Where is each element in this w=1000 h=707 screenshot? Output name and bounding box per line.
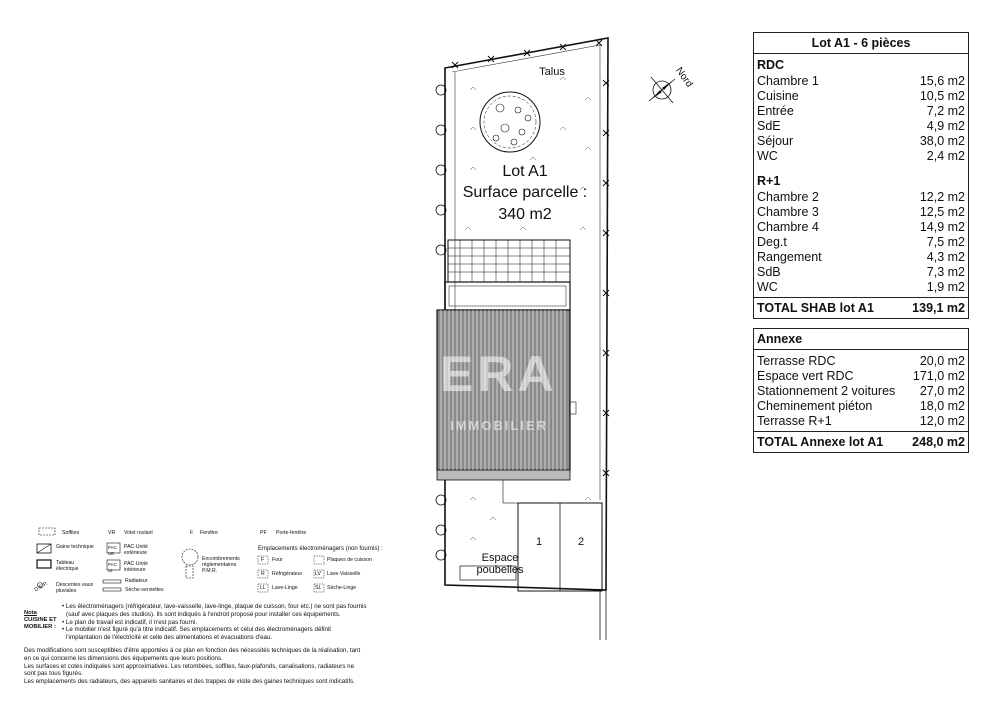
table-row: SdE 4,9 m2 [757, 119, 965, 133]
legend-seche-linge: Sèche-Linge [327, 585, 357, 591]
annexe-heading: Annexe [754, 329, 968, 350]
legend-four-code: F [261, 557, 265, 563]
legend-lave-vaisselle-code: LV [315, 571, 321, 577]
legend-vr-code: VR [108, 530, 116, 536]
table-row: WC 2,4 m2 [757, 149, 965, 163]
legend-pac-ue: PAC Unité extérieure [124, 544, 148, 556]
legend-tableau: Tableau électrique [56, 560, 79, 572]
rdc-heading: RDC [757, 58, 785, 72]
legend-dep-code: D.E.P. [33, 580, 49, 594]
table-row: Chambre 1 15,6 m2 [757, 74, 965, 88]
legend-lave-vaisselle: Lave-Vaisselle [327, 571, 361, 577]
table-title: Lot A1 - 6 pièces [754, 33, 968, 54]
legend-lave-linge: Lave-Linge [272, 585, 298, 591]
table-row: Terrasse R+1 12,0 m2 [757, 414, 965, 428]
disclaimer-paragraphs: Des modifications sont susceptibles d'être apportées à ce plan en fonction des nécessités techniques de la réalisation, tant en ce qui concerne les dimensions des équipements que leurs positions. Les surfaces et cotes indiquées sont approximatives. Les retombées, soffites, faux-plafonds, canalisations, radiateurs ne sont pas tous figurés. Les emplacements des radiateurs, des appareils sanitaires et des trappes de visite des gaines techniques sont indicatifs. [24, 647, 361, 686]
legend-encombrements: Encombrements réglementaires P.M.R. [202, 556, 240, 574]
legend-f-code: F [190, 530, 194, 536]
table-row: Deg.t 7,5 m2 [757, 235, 965, 249]
r1-heading: R+1 [757, 174, 781, 188]
legend-lave-linge-code: LL [260, 585, 266, 591]
watermark-sub: IMMOBILIER [450, 418, 548, 433]
table-row: Cheminement piéton 18,0 m2 [757, 399, 965, 413]
table-row: Terrasse RDC 20,0 m2 [757, 354, 965, 368]
legend-pac-ue-code: PAC UE [108, 545, 117, 556]
table-row: Stationnement 2 voitures 27,0 m2 [757, 384, 965, 398]
legend-seche-serviettes: Sèche-serviettes [125, 587, 164, 593]
legend-pf-code: PF [260, 530, 267, 536]
legend-vr: Volet roulant [124, 530, 153, 536]
legend-seche-linge-code: SL [315, 585, 322, 591]
table-row: Séjour 38,0 m2 [757, 134, 965, 148]
legend-soffites: Soffites [62, 530, 80, 536]
total-annexe-row: TOTAL Annexe lot A1 248,0 m2 [754, 431, 968, 452]
table-row: Rangement 4,3 m2 [757, 250, 965, 264]
table-row: SdB 7,3 m2 [757, 265, 965, 279]
surface-label: Surface parcelle : [462, 184, 588, 201]
surface-value: 340 m2 [498, 206, 552, 223]
table-row: Chambre 4 14,9 m2 [757, 220, 965, 234]
legend-plaques: Plaques de cuisson [327, 557, 372, 563]
legend-porte-fenetre: Porte-fenêtre [276, 530, 307, 536]
legend-fenetre: Fenêtre [200, 530, 218, 536]
legend-refrigerateur: Réfrigérateur [272, 571, 303, 577]
legend-four: Four [272, 557, 283, 563]
total-shab-row: TOTAL SHAB lot A1 139,1 m2 [754, 297, 968, 318]
legend-radiateur: Radiateur [125, 578, 148, 584]
nota-bullets: • Les électroménagers (réfrigérateur, lave-vaisselle, lave-linge, plaque de cuisson, four etc.) ne sont pas fournis (sauf avec plaques des studios). Ils sont indiqués à l'endroit proposé pour installer ces équipements. • Le plan de travail est indicatif, il n'est pas fourni. • Le mobilier n'est figuré qu'à titre indicatif. Ses emplacements et celui des électroménagers définit l'implantation de l'électricité et celle des alimentations et évacuations d'eau. [62, 603, 367, 642]
legend-emplacements-title: Emplacements électroménagers (non fournis) : [258, 546, 383, 552]
espace-label: Espace [481, 552, 519, 564]
legend-refrigerateur-code: R [261, 571, 265, 577]
legend-gaine: Gaine technique [56, 544, 94, 550]
table-row: WC 1,9 m2 [757, 280, 965, 294]
legend-descentes: Descentes eaux pluviales [56, 582, 94, 594]
parking-1-label: 1 [535, 536, 543, 548]
table-row: Entrée 7,2 m2 [757, 104, 965, 118]
table-row: Espace vert RDC 171,0 m2 [757, 369, 965, 383]
nota-label: Nota CUISINE ET MOBILIER : [24, 610, 57, 630]
legend-pac-ui-code: PAC UI [108, 562, 117, 573]
table-row: Chambre 2 12,2 m2 [757, 190, 965, 204]
north-label: Nord [673, 65, 695, 90]
talus-label: Talus [539, 66, 565, 78]
table-row: Cuisine 10,5 m2 [757, 89, 965, 103]
poubelles-label: poubelles [476, 564, 524, 576]
lot-title: Lot A1 [502, 163, 548, 180]
legend-pac-ui: PAC Unité intérieure [124, 561, 148, 573]
watermark-main: ERA [440, 346, 558, 402]
parking-2-label: 2 [577, 536, 585, 548]
table-row: Chambre 3 12,5 m2 [757, 205, 965, 219]
